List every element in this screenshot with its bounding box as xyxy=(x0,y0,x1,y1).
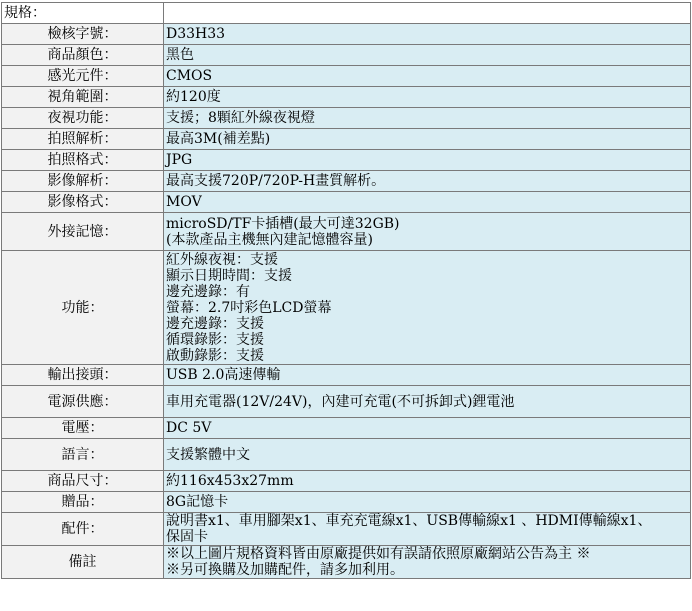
spec-value-line: 約116x453x27mm xyxy=(166,473,294,489)
header-row xyxy=(2,3,691,24)
spec-value-line: USB 2.0高速傳輸 xyxy=(166,367,281,383)
spec-label: 影像解析： xyxy=(2,171,164,192)
spec-row xyxy=(2,418,691,439)
spec-row xyxy=(2,45,691,66)
spec-value-line: 約120度 xyxy=(166,89,221,105)
spec-value-line: DC 5V xyxy=(166,420,212,436)
spec-value xyxy=(164,129,691,150)
spec-label: 功能： xyxy=(2,251,164,365)
spec-label: 電壓： xyxy=(2,418,164,439)
spec-label: 配件： xyxy=(2,513,164,546)
spec-table-body xyxy=(2,3,691,579)
spec-value xyxy=(164,439,691,471)
spec-value-line: 邊充邊錄：有 xyxy=(166,283,250,300)
spec-row xyxy=(2,87,691,108)
spec-value xyxy=(164,87,691,108)
spec-value-line: JPG xyxy=(166,152,193,168)
spec-row xyxy=(2,492,691,513)
spec-label: 外接記憶： xyxy=(2,213,164,251)
spec-value-line: 循環錄影：支援 xyxy=(166,331,264,348)
spec-label: 檢核字號： xyxy=(2,24,164,45)
spec-header-value xyxy=(164,3,691,24)
spec-label: 商品顏色： xyxy=(2,45,164,66)
spec-value xyxy=(164,471,691,492)
spec-label: 語言： xyxy=(2,439,164,471)
spec-row xyxy=(2,365,691,386)
spec-value xyxy=(164,24,691,45)
spec-label: 電源供應： xyxy=(2,386,164,418)
spec-value xyxy=(164,108,691,129)
spec-value-line: 支援繁體中文 xyxy=(166,446,250,463)
spec-value-line: 說明書x1、車用腳架x1、車充充電線x1、USB傳輸線x1 、HDMI傳輸線x1、 xyxy=(166,513,652,529)
spec-label: 備註 xyxy=(2,546,164,579)
spec-value-line: 8G記憶卡 xyxy=(166,494,229,510)
spec-row xyxy=(2,192,691,213)
spec-value-line: MOV xyxy=(166,194,202,210)
spec-label: 輸出接頭： xyxy=(2,365,164,386)
spec-value-line: microSD/TF卡插槽(最大可達32GB) xyxy=(166,215,400,232)
spec-value-line: 黑色 xyxy=(166,47,194,63)
spec-row xyxy=(2,171,691,192)
spec-value xyxy=(164,365,691,386)
spec-value xyxy=(164,45,691,66)
spec-value xyxy=(164,492,691,513)
spec-value xyxy=(164,150,691,171)
spec-value-line: 紅外線夜視：支援 xyxy=(166,251,278,268)
spec-value xyxy=(164,513,691,546)
spec-value-line: (本款產品主機無內建記憶體容量) xyxy=(166,231,373,248)
spec-row xyxy=(2,213,691,251)
spec-row xyxy=(2,546,691,579)
spec-label: 視角範圍： xyxy=(2,87,164,108)
spec-row xyxy=(2,129,691,150)
spec-value-line: ※以上圖片規格資料皆由原廠提供如有誤請依照原廠網站公告為主 ※ xyxy=(166,546,591,562)
spec-value-line: D33H33 xyxy=(166,26,226,42)
spec-table xyxy=(1,2,691,579)
spec-row xyxy=(2,150,691,171)
spec-header-label: 規格： xyxy=(2,3,164,24)
spec-row xyxy=(2,24,691,45)
spec-label: 拍照解析： xyxy=(2,129,164,150)
spec-row xyxy=(2,108,691,129)
spec-row xyxy=(2,386,691,418)
spec-value xyxy=(164,546,691,579)
spec-row xyxy=(2,513,691,546)
spec-label: 贈品： xyxy=(2,492,164,513)
spec-row xyxy=(2,66,691,87)
spec-value xyxy=(164,386,691,418)
spec-value-line: CMOS xyxy=(166,68,213,84)
spec-row xyxy=(2,251,691,365)
spec-value-line: 啟動錄影：支援 xyxy=(166,347,264,364)
spec-value-line: 邊充邊錄：支援 xyxy=(166,315,264,332)
spec-value xyxy=(164,213,691,251)
spec-value xyxy=(164,192,691,213)
spec-value-line: ※另可換購及加購配件，請多加利用。 xyxy=(166,562,404,578)
spec-value-line: 顯示日期時間：支援 xyxy=(166,267,292,284)
spec-label: 拍照格式： xyxy=(2,150,164,171)
spec-value-line: 最高3M(補差點) xyxy=(166,131,271,147)
spec-label: 商品尺寸： xyxy=(2,471,164,492)
spec-value-line: 螢幕：2.7吋彩色LCD螢幕 xyxy=(166,299,332,316)
spec-value-line: 車用充電器(12V/24V)，內建可充電(不可拆卸式)鋰電池 xyxy=(166,393,515,410)
spec-value xyxy=(164,418,691,439)
spec-value-line: 最高支援720P/720P-H畫質解析。 xyxy=(166,173,386,189)
spec-value xyxy=(164,66,691,87)
spec-value xyxy=(164,171,691,192)
spec-label: 影像格式： xyxy=(2,192,164,213)
spec-value xyxy=(164,251,691,365)
spec-value-line: 支援；8顆紅外線夜視燈 xyxy=(166,110,315,126)
spec-label: 感光元件： xyxy=(2,66,164,87)
spec-value-line: 保固卡 xyxy=(166,529,208,545)
spec-row xyxy=(2,471,691,492)
spec-row xyxy=(2,439,691,471)
spec-label: 夜視功能： xyxy=(2,108,164,129)
